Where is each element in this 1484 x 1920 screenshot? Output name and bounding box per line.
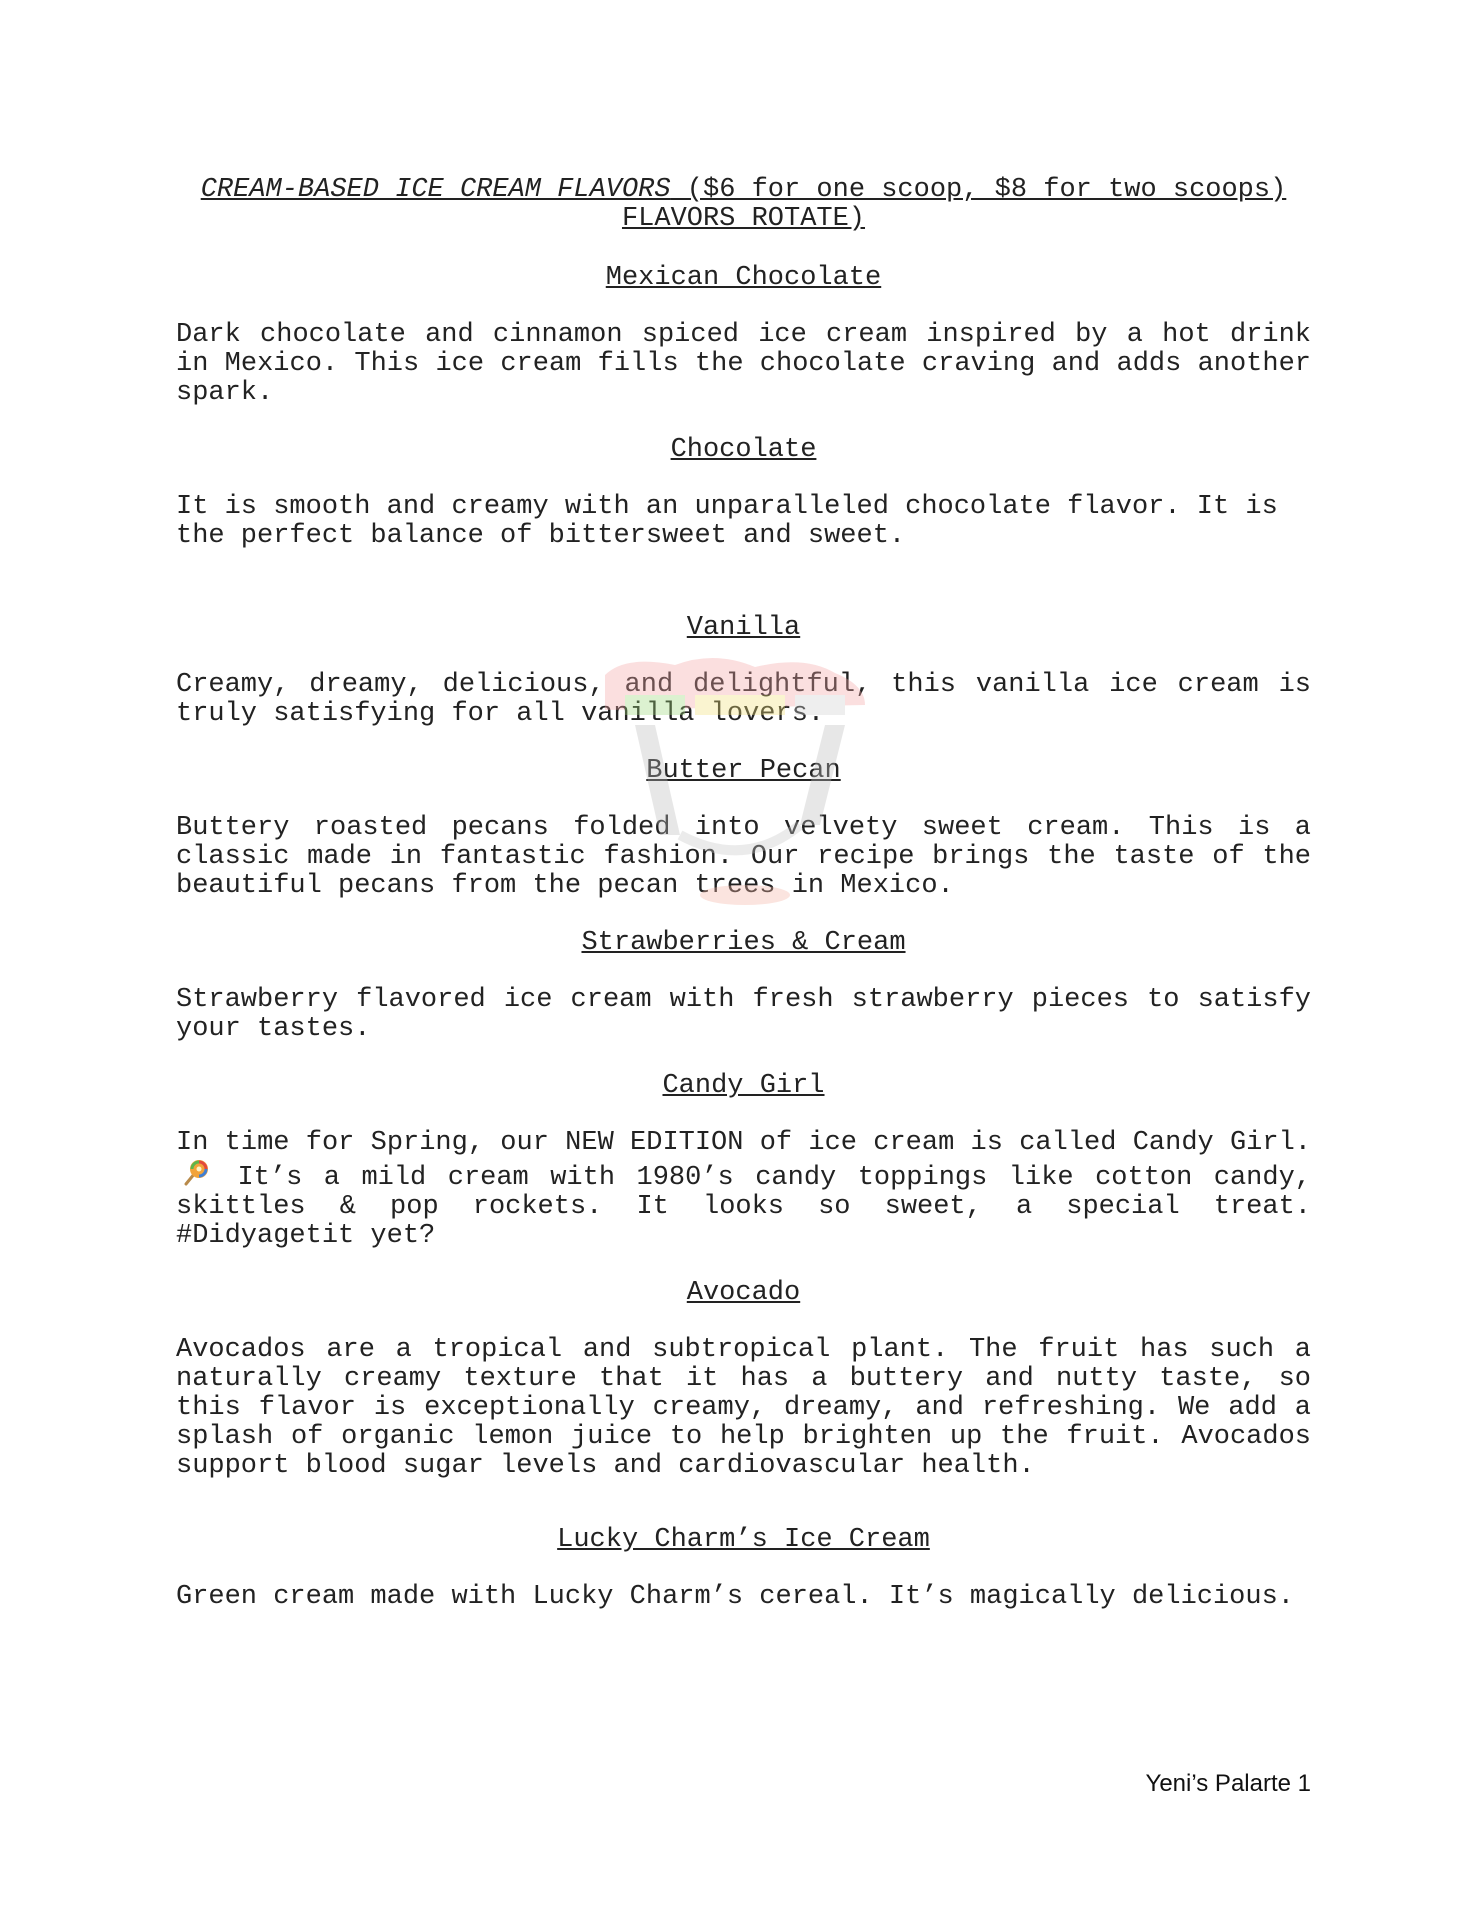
flavor-description-chocolate: It is smooth and creamy with an unparalleled chocolate flavor. It is the perfect balance of bittersweet and sweet. bbox=[176, 492, 1278, 551]
page-title bbox=[176, 176, 1311, 234]
flavor-heading-vanilla: Vanilla bbox=[686, 613, 801, 643]
flavor-description-avocado: Avocados are a tropical and subtropical plant. The fruit has such a naturally creamy texture that it has a buttery and nutty taste, so this flavor is exceptionally creamy, dreamy, and refreshing. We add a splash of organic lemon juice to help brighten up the fruit. Avocados support blood sugar levels and cardiovascular health. bbox=[176, 1335, 1311, 1481]
flavor-heading-strawberries-cream: Strawberries & Cream bbox=[581, 928, 906, 958]
menu-page bbox=[176, 176, 1311, 1640]
flavor-description-candy-girl bbox=[176, 1129, 1311, 1251]
flavor-description-lucky-charms: Green cream made with Lucky Charm’s cereal. It’s magically delicious. bbox=[176, 1582, 1294, 1612]
flavor-heading-candy-girl: Candy Girl bbox=[662, 1071, 825, 1101]
flavor-heading-chocolate: Chocolate bbox=[670, 435, 817, 465]
flavor-description-mexican-chocolate: Dark chocolate and cinnamon spiced ice cream inspired by a hot drink in Mexico. This ice cream fills the chocolate craving and adds another spark. bbox=[176, 320, 1311, 408]
flavor-heading-lucky-charms: Lucky Charm’s Ice Cream bbox=[557, 1525, 930, 1555]
page-title-main: CREAM-BASED ICE CREAM FLAVORS bbox=[200, 175, 671, 205]
flavor-description-strawberries-cream: Strawberry flavored ice cream with fresh strawberry pieces to satisfy your tastes. bbox=[176, 985, 1311, 1044]
flavor-heading-butter-pecan: Butter Pecan bbox=[646, 756, 841, 786]
flavor-description-butter-pecan: Buttery roasted pecans folded into velvety sweet cream. This is a classic made in fantastic fashion. Our recipe brings the taste of the beautiful pecans from the pecan trees in Mexico. bbox=[176, 813, 1311, 901]
candy-girl-text-start: In time for Spring, our NEW EDITION of ice cream is called Candy Girl. bbox=[176, 1128, 1311, 1158]
page-footer: Yeni’s Palarte 1 bbox=[1145, 1770, 1311, 1797]
flavor-heading-mexican-chocolate: Mexican Chocolate bbox=[605, 263, 882, 293]
page-title-pricing: ($6 for one scoop, $8 for two scoops) FLAVORS ROTATE) bbox=[621, 175, 1287, 234]
flavor-heading-avocado: Avocado bbox=[686, 1278, 801, 1308]
candy-girl-text-end: It’s a mild cream with 1980’s candy toppings like cotton candy, skittles & pop rockets. It looks so sweet, a special treat. #Didyagetit yet? bbox=[176, 1163, 1311, 1251]
flavor-description-vanilla: Creamy, dreamy, delicious, and delightful, this vanilla ice cream is truly satisfying for all vanilla lovers. bbox=[176, 670, 1311, 729]
lollipop-icon bbox=[180, 1158, 210, 1188]
